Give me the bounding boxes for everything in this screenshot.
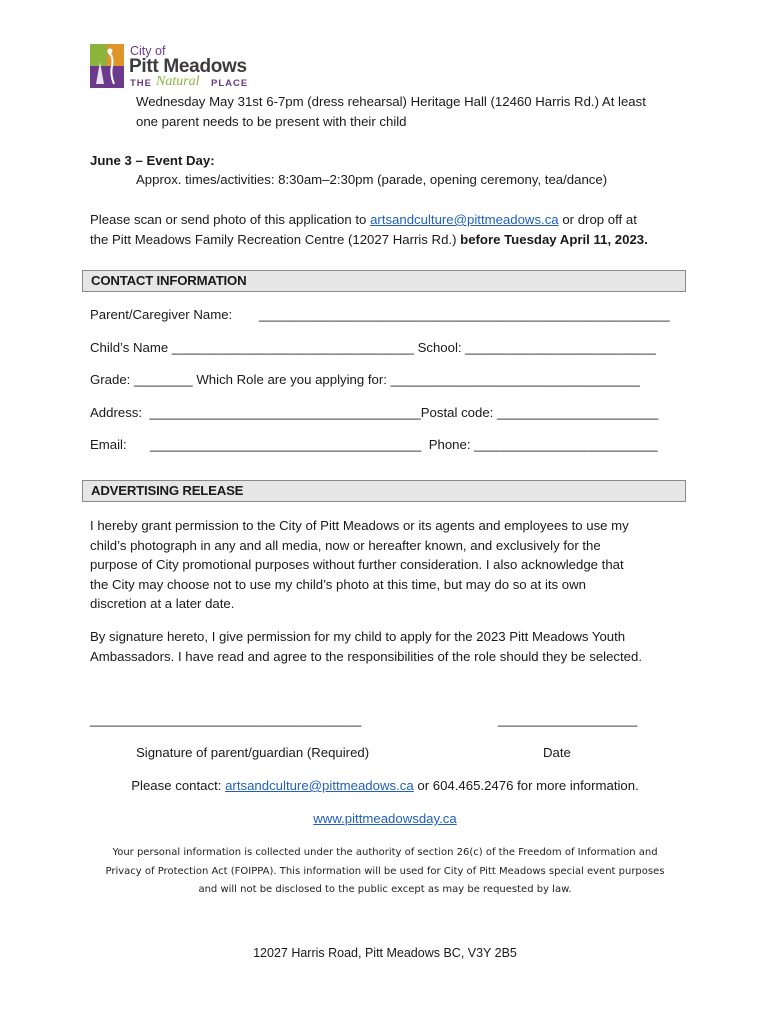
contact-section-title: CONTACT INFORMATION [91, 273, 247, 288]
release-para1-line: discretion at a later date. [90, 596, 235, 612]
scan-instructions-line-1 [90, 212, 637, 227]
signature-label: Signature of parent/guardian (Required) [136, 745, 370, 760]
logo-mark-icon [90, 44, 124, 88]
logo-tagline-place: PLACE [211, 78, 249, 89]
child-name-label: Child’s Name [90, 340, 169, 355]
postal-code-field[interactable]: ______________________ [497, 405, 659, 420]
release-para1-line: I hereby grant permission to the City of Pitt Meadows or its agents and employees to use my [90, 518, 629, 533]
school-label: School: [417, 340, 462, 355]
date-field[interactable]: ___________________ [498, 712, 638, 727]
address-row [90, 405, 658, 420]
parent-name-field[interactable]: ________________________________________________________ [259, 307, 670, 322]
release-para1-line: purpose of City promotional purposes without further consideration. I also acknowledge that [90, 557, 624, 573]
logo-city-of: City of [130, 44, 166, 58]
footer-contact-text-a: Please contact: [131, 778, 222, 793]
parent-name-label: Parent/Caregiver Name: [90, 307, 233, 322]
logo-tagline-natural: Natural [156, 74, 200, 89]
role-field[interactable]: __________________________________ [390, 372, 640, 387]
release-paragraph-1 [90, 516, 629, 614]
scan-email-link[interactable]: artsandculture@pittmeadows.ca [370, 212, 559, 227]
grade-label: Grade: [90, 372, 131, 387]
date-label: Date [543, 745, 571, 760]
child-name-field[interactable]: _________________________________ [171, 340, 414, 355]
address-label: Address: [90, 405, 143, 420]
footer-email-link[interactable]: artsandculture@pittmeadows.ca [225, 778, 414, 793]
email-phone-row [150, 437, 658, 452]
school-field[interactable]: __________________________ [465, 340, 656, 355]
contact-footer [0, 778, 770, 793]
parent-name-row [90, 307, 232, 322]
release-para1-line: the City may choose not to use my child’s photo at this time, but may do so at its own [90, 576, 586, 592]
logo-tagline-the: THE [130, 78, 152, 89]
website-row [0, 811, 770, 826]
postal-code-label: Postal code: [420, 405, 494, 420]
role-label: Which Role are you applying for: [196, 372, 387, 387]
footer-contact-text-b: or 604.465.2476 for more information. [417, 778, 639, 793]
scan-line2-a: the Pitt Meadows Family Recreation Centre (12027 Harris Rd.) [90, 232, 457, 247]
footer-address: 12027 Harris Road, Pitt Meadows BC, V3Y 2B5 [253, 946, 517, 960]
email-label: Email: [90, 437, 127, 452]
release-para2-line: By signature hereto, I give permission for my child to apply for the 2023 Pitt Meadows Youth [90, 629, 626, 644]
rehearsal-line-2: one parent needs to be present with their child [136, 114, 407, 129]
contact-section-header [82, 270, 686, 292]
scan-deadline: before Tuesday April 11, 2023. [460, 232, 648, 247]
email-field[interactable]: _____________________________________ [150, 437, 422, 452]
grade-field[interactable]: ________ [134, 372, 193, 387]
website-link[interactable]: www.pittmeadowsday.ca [313, 811, 457, 826]
scan-text-a: Please scan or send photo of this application to [90, 212, 367, 227]
event-day-details: Approx. times/activities: 8:30am–2:30pm (parade, opening ceremony, tea/dance) [136, 172, 608, 187]
phone-field[interactable]: _________________________ [474, 437, 658, 452]
privacy-line: Privacy of Protection Act (FOIPPA). This information will be used for City of Pitt Meadows special event purposes [105, 865, 665, 877]
privacy-notice [0, 844, 770, 900]
scan-text-b: or drop off at [562, 212, 637, 227]
logo-pitt-meadows: Pitt Meadows [129, 56, 247, 77]
phone-label: Phone: [428, 437, 471, 452]
scan-instructions-line-2 [90, 232, 648, 247]
child-school-row [90, 340, 656, 355]
advertising-section-header [82, 480, 686, 502]
privacy-line: Your personal information is collected under the authority of section 26(c) of the Freedom of Information and [112, 847, 658, 858]
city-logo [90, 44, 265, 90]
release-paragraph-2 [90, 627, 642, 666]
event-day-heading: June 3 – Event Day: [90, 153, 215, 168]
release-para1-line: child’s photograph in any and all media, now or hereafter known, and exclusively for the [90, 537, 601, 553]
rehearsal-line-1: Wednesday May 31st 6-7pm (dress rehearsal) Heritage Hall (12460 Harris Rd.) At least [136, 94, 646, 109]
signature-field[interactable]: _____________________________________ [90, 712, 362, 727]
release-para2-line: Ambassadors. I have read and agree to the responsibilities of the role should they be selected. [90, 648, 643, 664]
privacy-line: and will not be disclosed to the public except as may be requested by law. [198, 884, 572, 895]
advertising-section-title: ADVERTISING RELEASE [91, 483, 244, 498]
address-field[interactable]: _____________________________________ [149, 405, 421, 420]
grade-role-row [90, 372, 640, 387]
